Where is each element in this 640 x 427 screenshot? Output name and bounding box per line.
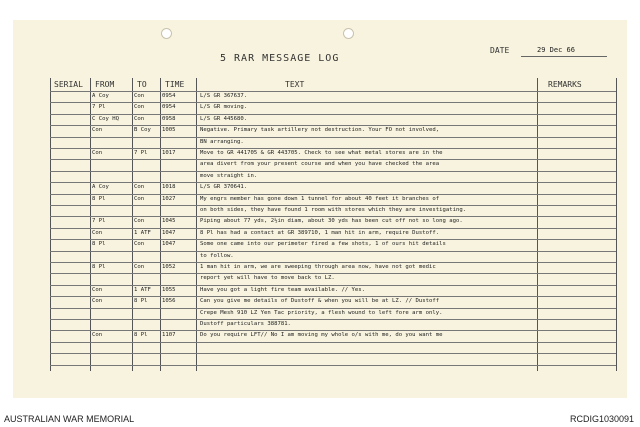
entry-text-line: Piping about 77 yds, 2½in diam, about 30 yds has been cut off not so long ago. — [200, 218, 463, 225]
entry-text-line: Dustoff particulars 388781. — [200, 321, 291, 327]
entry-from: 8 Pl — [92, 264, 106, 270]
entry-text-line: L/S GR 370641. — [200, 184, 248, 191]
entry-text-line: L/S GR 367637. — [200, 93, 248, 99]
entry-text-line: Some one came into our perimeter fired a few shots, 1 of ours hit details — [200, 241, 446, 248]
entry-to: Con — [134, 264, 145, 270]
date-value: 29 Dec 66 — [537, 46, 575, 54]
entry-time: 1018 — [162, 184, 176, 191]
header-from: FROM — [95, 80, 115, 89]
entry-text-line: Can you give me details of Dustoff & when you will be at LZ. // Dustoff — [200, 298, 440, 305]
entry-from: Con — [92, 150, 103, 156]
entry-from: A Coy — [92, 93, 109, 99]
entry-to: Con — [134, 93, 145, 99]
entry-from: Con — [92, 332, 103, 339]
entry-text-line: My engrs member has gone down 1 tunnel for about 40 feet it branches of — [200, 195, 440, 202]
entry-from: Con — [92, 127, 103, 134]
entry-text-line: 8 Pl has had a contact at GR 389710, 1 man hit in arm, require Dustoff. — [200, 229, 440, 236]
header-serial: SERIAL — [54, 80, 83, 89]
entry-time: 1052 — [162, 264, 176, 270]
column-rule-from — [90, 78, 91, 371]
entry-text-line: report yet will have to move back to LZ. — [200, 275, 335, 282]
entry-text-line: Move to GR 441705 & GR 443705. Check to see what metal stores are in the — [200, 150, 443, 156]
header-remarks: REMARKS — [548, 80, 582, 89]
entry-from: 8 Pl — [92, 195, 106, 202]
entry-text-line: move straight in. — [200, 172, 258, 179]
entry-time: 1055 — [162, 286, 176, 293]
entry-time: 1047 — [162, 229, 176, 236]
entry-text-line: on both sides, they have found 1 room with stores which they are investigating. — [200, 207, 467, 213]
header-to: TO — [137, 80, 147, 89]
header-time: TIME — [165, 80, 185, 89]
row-rule — [50, 353, 616, 354]
punch-hole — [343, 28, 354, 39]
entry-from: C Coy HQ — [92, 115, 119, 122]
column-rule-right-edge — [616, 78, 617, 371]
row-rule — [50, 342, 616, 343]
punch-hole — [161, 28, 172, 39]
column-rule-remarks — [537, 78, 538, 371]
entry-from: Con — [92, 298, 103, 305]
entry-text-line: Crepe Mesh 910 LZ Yen Tac priority, a flesh wound to left fore arm only. — [200, 309, 443, 316]
entry-to: Con — [134, 115, 145, 122]
entry-text-line: BN arranging. — [200, 138, 244, 145]
entry-to: Con — [134, 241, 145, 248]
entry-to: B Coy — [134, 127, 151, 134]
entry-time: 1047 — [162, 241, 176, 248]
entry-from: 7 Pl — [92, 218, 106, 225]
entry-text-line: 1 man hit in arm, we are sweeping through area now, have not got medic — [200, 264, 436, 270]
footer-source: AUSTRALIAN WAR MEMORIAL — [4, 414, 135, 424]
entry-text-line: L/S GR moving. — [200, 104, 248, 111]
entry-time: 0958 — [162, 115, 176, 122]
entry-to: Con — [134, 195, 145, 202]
entry-time: 1045 — [162, 218, 176, 225]
column-rule-to — [132, 78, 133, 371]
log-title: 5 RAR MESSAGE LOG — [220, 53, 340, 64]
entry-from: 7 Pl — [92, 104, 106, 111]
entry-time: 1027 — [162, 195, 176, 202]
entry-to: 1 ATF — [134, 286, 151, 293]
entry-to: 8 Pl — [134, 298, 148, 305]
entry-time: 1056 — [162, 298, 176, 305]
entry-text-line: to follow. — [200, 252, 234, 259]
column-rule-left-edge — [50, 78, 51, 371]
entry-text-line: Do you require LFT// No I am moving my whole o/s with me, do you want me — [200, 332, 443, 339]
entry-from: Con — [92, 229, 103, 236]
entry-from: A Coy — [92, 184, 109, 191]
entry-time: 0954 — [162, 93, 176, 99]
entry-time: 0954 — [162, 104, 176, 111]
entry-to: Con — [134, 184, 145, 191]
entry-time: 1017 — [162, 150, 176, 156]
entry-to: Con — [134, 104, 145, 111]
entry-from: 8 Pl — [92, 241, 106, 248]
entry-to: Con — [134, 218, 145, 225]
entry-from: Con — [92, 286, 103, 293]
row-rule — [50, 365, 616, 366]
footer-id: RCDIG1030091 — [569, 414, 634, 424]
date-underline — [521, 56, 607, 57]
entry-text-line: Have you got a light fire team available. // Yes. — [200, 286, 366, 293]
header-text: TEXT — [285, 80, 305, 89]
entry-text-line: area divert from your present course and when you have checked the area — [200, 161, 440, 168]
message-log-table — [50, 78, 616, 371]
entry-time: 1005 — [162, 127, 176, 134]
entry-text-line: L/S GR 445680. — [200, 115, 248, 122]
date-label: DATE — [490, 46, 510, 55]
entry-to: 7 Pl — [134, 150, 148, 156]
entry-to: 8 Pl — [134, 332, 148, 339]
entry-text-line: Negative. Primary task artillery not destruction. Your FO not involved, — [200, 127, 440, 134]
entry-to: 1 ATF — [134, 229, 151, 236]
entry-time: 1107 — [162, 332, 176, 339]
